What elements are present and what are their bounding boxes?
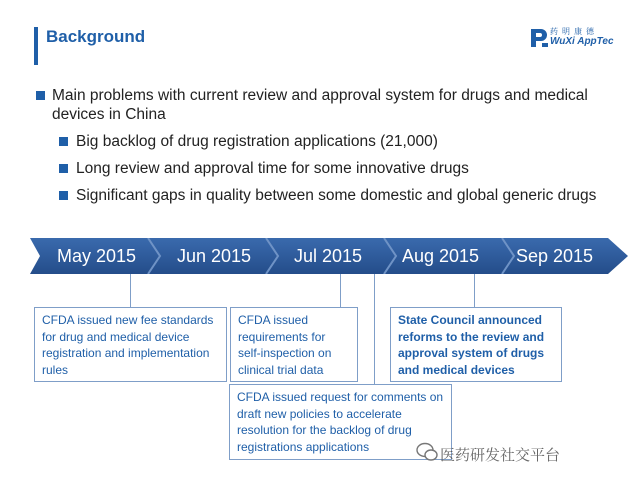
square-bullet-icon [59, 137, 68, 146]
title-accent-bar [34, 27, 38, 65]
sub-bullet [34, 186, 624, 205]
square-bullet-icon [36, 91, 45, 100]
connector-line [130, 274, 131, 307]
problem-list [34, 86, 624, 205]
event-box-aug: CFDA issued request for comments on draft new policies to accelerate resolution for the backlog of drug registrations applications [229, 384, 452, 460]
square-bullet-icon [59, 164, 68, 173]
month-label: Jul 2015 [294, 246, 363, 266]
chat-bubble-icon [416, 441, 438, 463]
main-bullet-text: Main problems with current review and approval system for drugs and medical devices in China [52, 87, 588, 123]
event-box-sep: State Council announced reforms to the review and approval system of drugs and medical devices [390, 307, 562, 382]
main-bullet [34, 86, 624, 124]
sub-bullet-text: Big backlog of drug registration applications (21,000) [76, 133, 438, 150]
month-label: Sep 2015 [516, 246, 594, 266]
square-bullet-icon [59, 191, 68, 200]
sub-bullet-text: Long review and approval time for some innovative drugs [76, 160, 469, 177]
connector-line [340, 274, 341, 307]
logo-english-text: WuXi AppTec [550, 36, 614, 47]
timeline-arrow [30, 238, 628, 274]
event-box-jul: CFDA issued requirements for self-inspection on clinical trial data [230, 307, 358, 382]
sub-bullet [34, 132, 624, 151]
slide-title: Background [46, 27, 146, 46]
watermark-text: 医药研发社交平台 [440, 447, 561, 464]
connector-line [474, 274, 475, 307]
month-label: May 2015 [57, 246, 137, 266]
connector-line [374, 274, 375, 384]
event-box-may: CFDA issued new fee standards for drug and medical device registration and implementation rules [34, 307, 227, 382]
logo-chinese-text: 药明康德 [550, 27, 598, 36]
sub-bullet [34, 159, 624, 178]
month-label: Aug 2015 [402, 246, 480, 266]
month-label: Jun 2015 [177, 246, 252, 266]
wuxi-apptec-logo [528, 26, 634, 52]
sub-bullet-text: Significant gaps in quality between some domestic and global generic drugs [76, 187, 597, 204]
logo-mark-icon [528, 26, 550, 50]
